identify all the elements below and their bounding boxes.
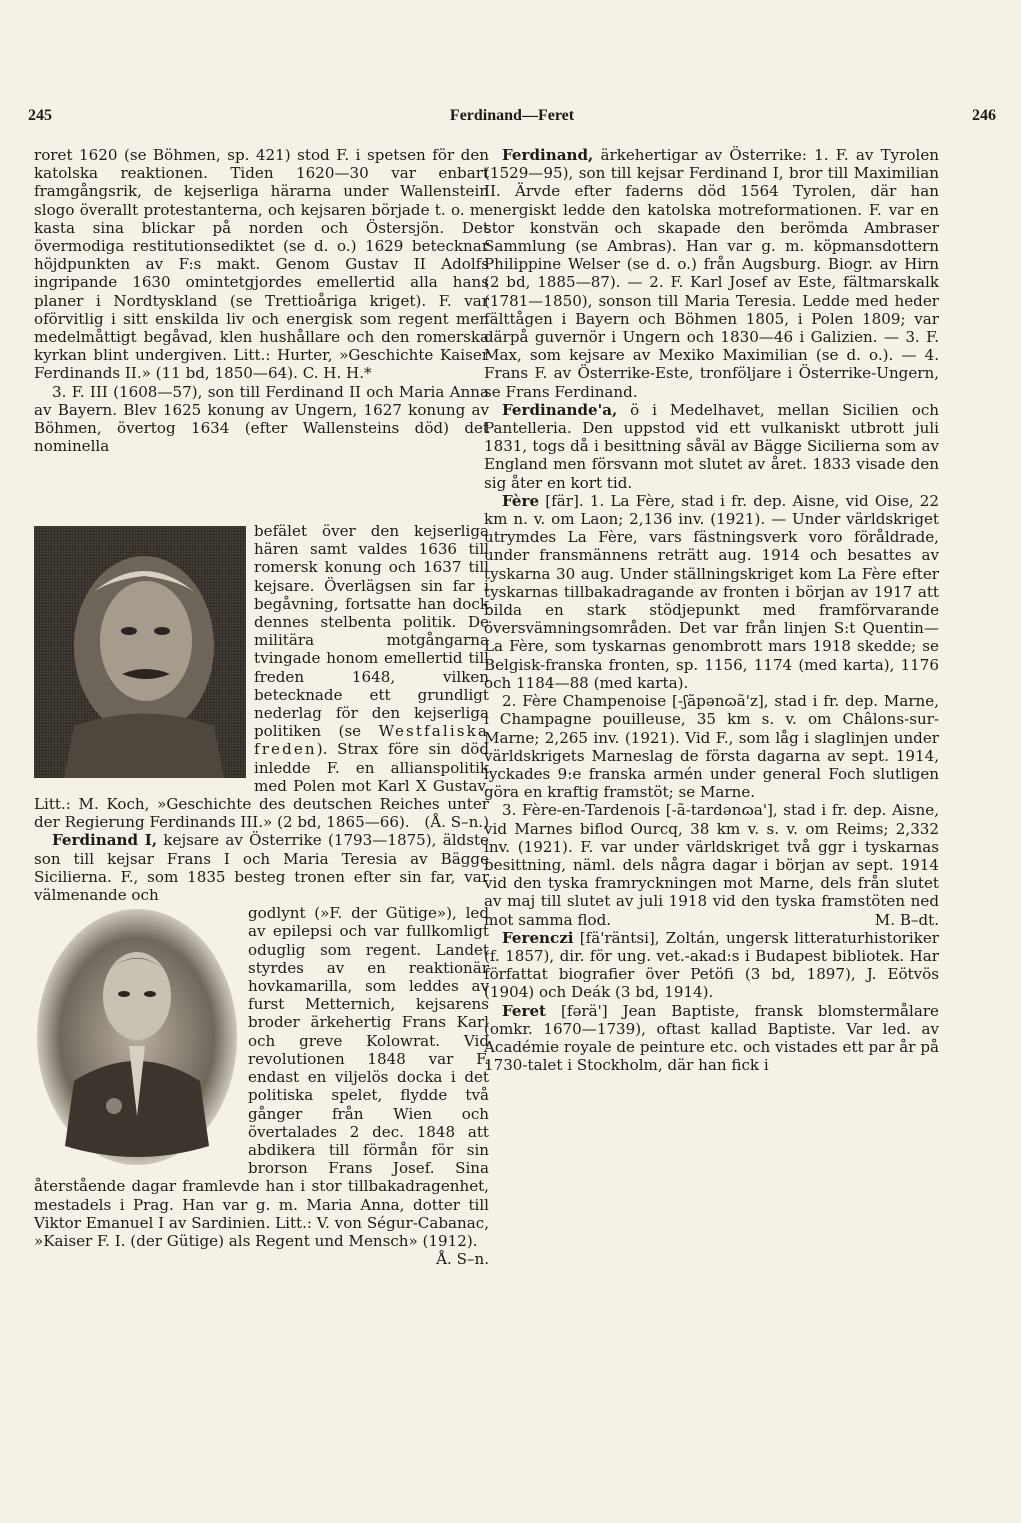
entry-fere-en-tardenois: 3. Fère-en-Tardenois [-ã-tardənɷa'], stad i fr. dep. Aisne, vid Marnes biflod Ourcq, 38 km v. s. v. om Reims; 2,332 inv. (1921). F. var under världskriget två ggr i tyskarnas besittning, näml. dels några dagar i början av sept. 1914 vid den tyska framryckningen mot Marne, dels från slutet av maj till slutet av juli 1918 vid den tyska framstöten ned mot samma flod. M. B–dt. xyxy=(484,801,939,929)
entry-feret: Feret [fərä'] Jean Baptiste, fransk blomstermålare (omkr. 1670—1739), oftast kallad Baptiste. Var led. av Académie royale de peinture etc. och vistades ett par år på 1730-talet i Stockholm, där han fick i xyxy=(484,1001,939,1075)
headword-ferdinand-i: Ferdinand I, xyxy=(52,831,158,850)
entry-ferdinandea: Ferdinande'a, ö i Medelhavet, mellan Sicilien och Pantelleria. Den uppstod vid ett vulkaniskt utbrott juli 1831, togs då i besittning såväl av Bägge Sicilierna som av England men försvann mot slutet av året. 1833 visade den sig åter en kort tid. xyxy=(484,400,939,492)
signature-a-s-n-2: Å. S–n. xyxy=(436,1250,489,1269)
headword-fere: Fère xyxy=(502,491,540,510)
entry-fere-champenoise: 2. Fère Champenoise [-ʃãpənɷã'z], stad i fr. dep. Marne, i Champagne pouilleuse, 35 km s. v. om Châlons-sur-Marne; 2,265 inv. (1921). Vid F., som låg i slaglinjen under världskrigets Marneslag de första dagarna av sept. 1914, lyckades 9:e franska armén under general Foch slutligen göra en kraftig framstöt; se Marne. xyxy=(484,692,939,802)
page-number-left: 245 xyxy=(28,107,52,124)
right-column xyxy=(484,146,939,1074)
entry-ferdinand-iii-text-b: befälet över den kejserliga hären samt valdes 1636 till romersk konung och 1637 till kejsare. Överlägsen sin far i begåvning, fortsatte han dock dennes stelbenta politik. De militära motgångarna tvingade honom emellertid till freden 1648, vilken betecknade ett grundligt nederlag för den kejserliga politiken (se Westfaliska freden). Strax före sin död inledde F. en allianspolitik med Polen mot Karl X Gustav. Litt.: M. Koch, »Geschichte des deutschen Reiches unter der Regierung Ferdinands III.» (2 bd, 1865—66). (Å. S–n.) xyxy=(34,522,489,832)
entry-ferenczi: Ferenczi [fä'räntsi], Zoltán, ungersk litteraturhistoriker (f. 1857), dir. för ung. vet.-akad:s i Budapest bibliotek. Har författat biografier över Petöfi (3 bd, 1897), J. Eötvös (1904) och Deák (3 bd, 1914). xyxy=(484,928,939,1002)
portrait-ferdinand-i-image xyxy=(34,906,240,1168)
entry-ferdinand-i-austria xyxy=(34,831,489,904)
entry-fere: Fère [fär]. 1. La Fère, stad i fr. dep. Aisne, vid Oise, 22 km n. v. om Laon; 2,136 inv. (1921). — Under världskriget utrymdes La Fère, vars fästningsverk voro föråldrade, under fransmännens reträtt aug. 1914 och besattes av tyskarna 30 aug. Under ställningskriget kom La Fère efter tyskarnas tillbakadragande av fronten i början av 1917 att bilda en stark stödjepunkt med framförvarande översvämningsområden. Det var från linjen S:t Quentin—La Fère, som tyskarnas genombrott mars 1918 skedde; se Belgisk-franska fronten, sp. 1156, 1174 (med karta), 1176 och 1184—88 (med karta). xyxy=(484,491,939,692)
page-number-right: 246 xyxy=(972,107,996,124)
entry-ferdinand-iii xyxy=(34,383,489,456)
portrait-ferdinand-iii-image xyxy=(34,526,246,778)
headword-ferdinand: Ferdinand, xyxy=(502,146,594,164)
portrait-ferdinand-i xyxy=(34,906,240,1168)
portrait-ferdinand-iii xyxy=(34,526,246,778)
signature-m-b-dt: M. B–dt. xyxy=(874,910,939,929)
left-column-portrait-block xyxy=(34,522,489,1268)
left-column xyxy=(34,146,489,455)
signature-a-s-n: (Å. S–n.) xyxy=(424,813,489,832)
entry-ferdinand-i-intro: kejsare av Österrike (1793—1875), äldste son till kejsar Frans I och Maria Teresia av Bägge Sicilierna. F., som 1835 besteg tronen efter sin far, var välmenande och xyxy=(34,831,489,905)
headword-feret: Feret xyxy=(502,1001,547,1020)
running-header xyxy=(28,107,996,129)
headword-ferenczi: Ferenczi xyxy=(502,928,574,947)
headword-ferdinandea: Ferdinande'a, xyxy=(502,400,618,419)
entry-ferdinand-archdukes: Ferdinand, ärkehertigar av Österrike: 1. F. av Tyrolen (1529—95), son till kejsar Ferdinand I, bror till Maximilian II. Ärvde efter faderns död 1564 Tyrolen, där han energiskt ledde den katolska motreformationen. F. var en stor konstvän och skapade den berömda Ambraser Sammlung (se Ambras). Han var g. m. köpmansdottern Philippine Welser (se d. o.) från Augsburg. Biogr. av Hirn (2 bd, 1885—87). — 2. F. Karl Josef av Este, fältmarskalk (1781—1850), sonson till Maria Teresia. Ledde med heder fälttågen i Bayern och Böhmen 1805, i Polen 1809; var därpå guvernör i Ungern och 1830—46 i Galizien. — 3. F. Max, som kejsare av Mexiko Maximilian (se d. o.). — 4. Frans F. av Österrike-Este, tronföljare i Österrike-Ungern, se Frans Ferdinand. xyxy=(484,146,939,401)
entry-ferdinand-iii-text-a: 3. F. III (1608—57), son till Ferdinand II och Maria Anna av Bayern. Blev 1625 konung av Ungern, 1627 konung av Böhmen, övertog 1634 (efter Wallensteins död) det nominella xyxy=(34,382,489,456)
entry-ferdinand-i-text-b: godlynt (»F. der Gütige»), led av epilepsi och var fullkomligt oduglig som regent. Landet styrdes av en reaktionär hovkamarilla, som leddes av furst Metternich, kejsarens broder ärkehertig Frans Karl och greve Kolowrat. Vid revolutionen 1848 var F. endast en viljelös docka i det politiska spelet, flydde två gånger från Wien och övertalades 2 dec. 1848 att abdikera till förmån för sin brorson Frans Josef. Sina återstående dagar framlevde han i stor tillbakadragenhet, mestadels i Prag. Han var g. m. Maria Anna, dotter till Viktor Emanuel I av Sardinien. Litt.: V. von Ségur-Cabanac, »Kaiser F. I. (der Gütige) als Regent und Mensch» (1912). Å. S–n. xyxy=(34,904,489,1269)
page-title: Ferdinand—Feret xyxy=(449,107,575,124)
entry-ferdinand-ii-continued: roret 1620 (se Böhmen, sp. 421) stod F. i spetsen för den katolska reaktionen. Tiden 1620—30 var enbart framgångsrik, de kejserliga härarna under Wallenstein slogo överallt protestanterna, och kejsaren började t. o. m. kasta sina blickar på norden och Östersjön. Det övermodiga restitutionsediktet (se d. o.) 1629 betecknar höjdpunkten av F:s makt. Genom Gustav II Adolfs ingripande 1630 omintetgjordes emellertid alla hans planer i Nordtyskland (se Trettioåriga kriget). F. var oförvitlig i sitt enskilda liv och energisk som regent men medelmåttigt begåvad, klen hushållare och den romerska kyrkan blint undergiven. Litt.: Hurter, »Geschichte Kaiser Ferdinands II.» (11 bd, 1850—64). C. H. H.* xyxy=(34,146,489,383)
